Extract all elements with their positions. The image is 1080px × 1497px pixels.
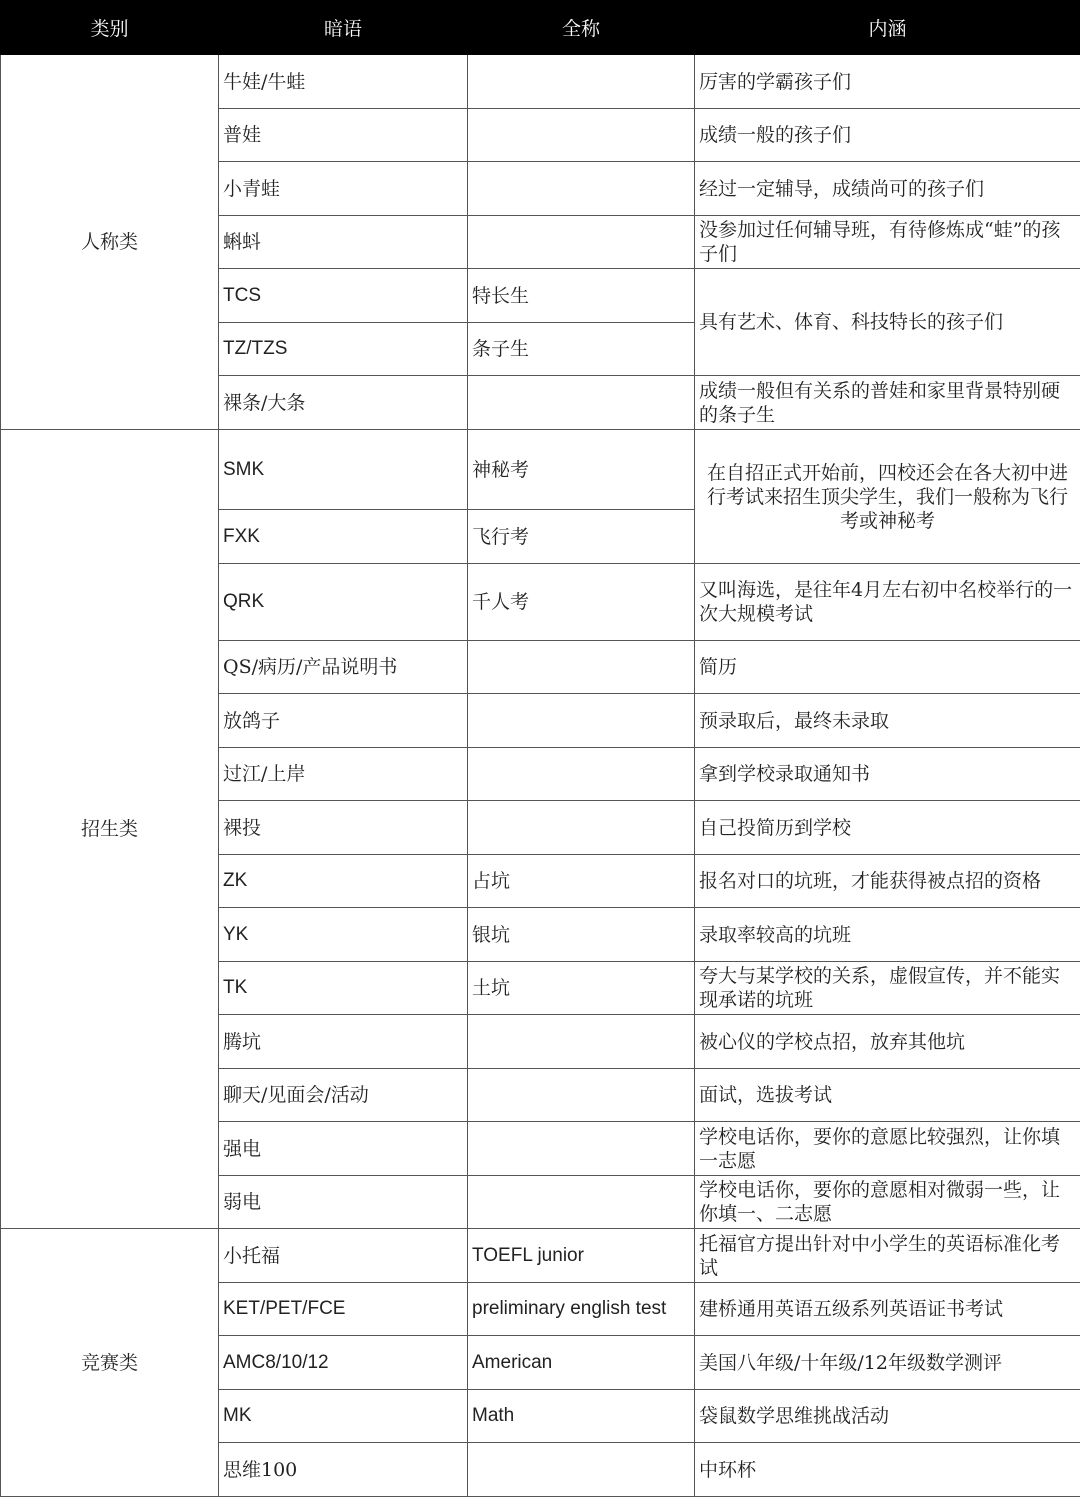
meaning-cell: 袋鼠数学思维挑战活动	[695, 1390, 1080, 1443]
full-name-cell	[468, 1122, 695, 1176]
meaning-cell: 经过一定辅导，成绩尚可的孩子们	[695, 162, 1080, 216]
meaning-cell: 简历	[695, 641, 1080, 694]
full-name-cell	[468, 1069, 695, 1122]
meaning-cell: 成绩一般的孩子们	[695, 109, 1080, 162]
code-cell: AMC8/10/12	[219, 1336, 468, 1390]
meaning-cell: 在自招正式开始前，四校还会在各大初中进行考试来招生顶尖学生，我们一般称为飞行考或神秘考	[695, 430, 1080, 564]
meaning-cell: 又叫海选，是往年4月左右初中名校举行的一次大规模考试	[695, 564, 1080, 641]
meaning-cell: 中环杯	[695, 1443, 1080, 1497]
code-cell: SMK	[219, 430, 468, 510]
full-name-cell: Math	[468, 1390, 695, 1443]
full-name-cell: 条子生	[468, 323, 695, 376]
full-name-cell: TOEFL junior	[468, 1229, 695, 1283]
code-cell: 聊天/见面会/活动	[219, 1069, 468, 1122]
full-name-cell: preliminary english test	[468, 1283, 695, 1336]
code-cell: YK	[219, 908, 468, 962]
code-cell: 蝌蚪	[219, 216, 468, 269]
code-cell: 牛娃/牛蛙	[219, 55, 468, 109]
full-name-cell	[468, 1443, 695, 1497]
meaning-cell: 学校电话你，要你的意愿比较强烈，让你填一志愿	[695, 1122, 1080, 1176]
code-cell: 放鸽子	[219, 694, 468, 748]
full-name-cell: 土坑	[468, 962, 695, 1015]
code-cell: 普娃	[219, 109, 468, 162]
table-row	[1, 55, 1080, 109]
code-cell: FXK	[219, 510, 468, 564]
meaning-cell: 自己投简历到学校	[695, 801, 1080, 855]
full-name-cell	[468, 641, 695, 694]
code-cell: ZK	[219, 855, 468, 908]
full-name-cell: 特长生	[468, 269, 695, 323]
header-full-name: 全称	[468, 1, 695, 55]
full-name-cell	[468, 1015, 695, 1069]
full-name-cell	[468, 109, 695, 162]
code-cell: 弱电	[219, 1176, 468, 1229]
table-row	[1, 1229, 1080, 1283]
full-name-cell: 千人考	[468, 564, 695, 641]
code-cell: MK	[219, 1390, 468, 1443]
full-name-cell	[468, 694, 695, 748]
meaning-cell: 托福官方提出针对中小学生的英语标准化考试	[695, 1229, 1080, 1283]
meaning-cell: 被心仪的学校点招，放弃其他坑	[695, 1015, 1080, 1069]
code-cell: 裸条/大条	[219, 376, 468, 430]
full-name-cell	[468, 162, 695, 216]
code-cell: TCS	[219, 269, 468, 323]
code-cell: QRK	[219, 564, 468, 641]
meaning-cell: 报名对口的坑班，才能获得被点招的资格	[695, 855, 1080, 908]
full-name-cell: American	[468, 1336, 695, 1390]
meaning-cell: 厉害的学霸孩子们	[695, 55, 1080, 109]
category-cell: 招生类	[1, 430, 219, 1229]
full-name-cell: 飞行考	[468, 510, 695, 564]
code-cell: 强电	[219, 1122, 468, 1176]
code-cell: KET/PET/FCE	[219, 1283, 468, 1336]
code-cell: TK	[219, 962, 468, 1015]
meaning-cell: 成绩一般但有关系的普娃和家里背景特别硬的条子生	[695, 376, 1080, 430]
full-name-cell	[468, 216, 695, 269]
full-name-cell: 神秘考	[468, 430, 695, 510]
header-category: 类别	[1, 1, 219, 55]
code-cell: 思维100	[219, 1443, 468, 1497]
header-code: 暗语	[219, 1, 468, 55]
full-name-cell: 占坑	[468, 855, 695, 908]
full-name-cell	[468, 801, 695, 855]
full-name-cell	[468, 376, 695, 430]
meaning-cell: 夸大与某学校的关系，虚假宣传，并不能实现承诺的坑班	[695, 962, 1080, 1015]
table-row	[1, 430, 1080, 510]
meaning-cell: 录取率较高的坑班	[695, 908, 1080, 962]
category-cell: 人称类	[1, 55, 219, 430]
meaning-cell: 拿到学校录取通知书	[695, 748, 1080, 801]
code-cell: 腾坑	[219, 1015, 468, 1069]
full-name-cell	[468, 748, 695, 801]
header-meaning: 内涵	[695, 1, 1080, 55]
full-name-cell: 银坑	[468, 908, 695, 962]
code-cell: TZ/TZS	[219, 323, 468, 376]
meaning-cell: 学校电话你，要你的意愿相对微弱一些，让你填一、二志愿	[695, 1176, 1080, 1229]
full-name-cell	[468, 55, 695, 109]
code-cell: QS/病历/产品说明书	[219, 641, 468, 694]
meaning-cell: 预录取后，最终未录取	[695, 694, 1080, 748]
category-cell: 竞赛类	[1, 1229, 219, 1497]
meaning-cell: 美国八年级/十年级/12年级数学测评	[695, 1336, 1080, 1390]
full-name-cell	[468, 1176, 695, 1229]
meaning-cell: 具有艺术、体育、科技特长的孩子们	[695, 269, 1080, 376]
code-cell: 过江/上岸	[219, 748, 468, 801]
meaning-cell: 面试，选拔考试	[695, 1069, 1080, 1122]
code-cell: 裸投	[219, 801, 468, 855]
meaning-cell: 没参加过任何辅导班，有待修炼成“蛙”的孩子们	[695, 216, 1080, 269]
meaning-cell: 建桥通用英语五级系列英语证书考试	[695, 1283, 1080, 1336]
header-row	[1, 1, 1080, 55]
code-cell: 小托福	[219, 1229, 468, 1283]
code-cell: 小青蛙	[219, 162, 468, 216]
